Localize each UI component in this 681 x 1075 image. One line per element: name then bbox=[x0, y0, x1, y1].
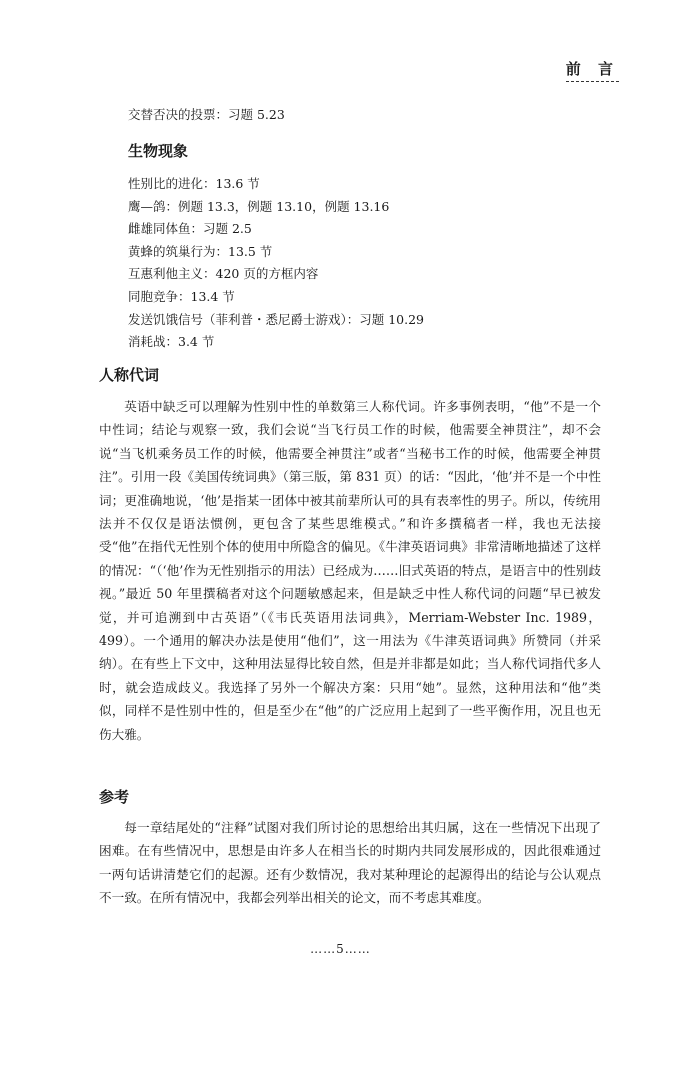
running-header: 前 言 bbox=[566, 58, 619, 82]
list-item: 互惠利他主义：420 页的方框内容 bbox=[128, 266, 319, 282]
page-number: ……5…… bbox=[310, 942, 371, 956]
pronoun-section-title: 人称代词 bbox=[99, 366, 160, 384]
list-item: 黄蜂的筑巢行为：13.5 节 bbox=[128, 243, 273, 259]
bio-section-title: 生物现象 bbox=[128, 142, 189, 160]
list-item: 雌雄同体鱼：习题 2.5 bbox=[128, 221, 252, 237]
pronoun-paragraph: 英语中缺乏可以理解为性别中性的单数第三人称代词。许多事例表明，“他”不是一个中性词；结论与观察一致，我们会说“当飞行员工作的时候，他需要全神贯注”，却不会说“当飞机乘务员工作的时候，他需要全神贯注”或者“当秘书工作的时候，他需要全神贯注”。引用一段《美国传统词典》（第三版，第 831 页）的话：“因此，‘他’并不是一个中性词；更准确地说，‘他’是指某一团体中被其前辈所认可的具有表率性的男子。所以，传统用法并不仅仅是语法惯例，更包含了某些思维模式。”和许多撰稿者一样，我也无法接受“他”在指代无性别个体的使用中所隐含的偏见。《牛津英语词典》非常清晰地描述了这样的情况：“（‘他’作为无性别指示的用法）已经成为……旧式英语的特点，是语言中的性别歧视。”最近 50 年里撰稿者对这个问题敏感起来，但是缺乏中性人称代词的问题“早已被发觉，并可追溯到中古英语”（《韦氏英语用法词典》，Merriam-Webster Inc. 1989，499）。一个通用的解决办法是使用“他们”，这一用法为《牛津英语词典》所赞同（并采纳）。在有些上下文中，这种用法显得比较自然，但是并非都是如此；当人称代词指代多人时，就会造成歧义。我选择了另外一个解决方案：只用“她”。显然，这种用法和“他”类似，同样不是性别中性的，但是至少在“他”的广泛应用上起到了一些平衡作用，况且也无伤大雅。 bbox=[99, 399, 601, 742]
list-item: 消耗战：3.4 节 bbox=[128, 334, 215, 350]
bio-section-list bbox=[128, 173, 424, 354]
reference-paragraph: 每一章结尾处的“注释”试图对我们所讨论的思想给出其归属，这在一些情况下出现了困难。在有些情况中，思想是由许多人在相当长的时期内共同发展形成的，因此很难通过一两句话讲清楚它们的起源。还有少数情况，我对某种理论的起源得出的结论与公认观点不一致。在所有情况中，我都会列举出相关的论文，而不考虑其难度。 bbox=[99, 820, 601, 906]
top-list-item: 交替否决的投票：习题 5.23 bbox=[128, 107, 285, 122]
list-item: 发送饥饿信号（菲利普・悉尼爵士游戏）：习题 10.29 bbox=[128, 311, 425, 327]
reference-section-title: 参考 bbox=[99, 788, 130, 806]
list-item: 性别比的进化：13.6 节 bbox=[128, 176, 260, 191]
list-item: 鹰—鸽：例题 13.3，例题 13.10，例题 13.16 bbox=[128, 198, 390, 214]
list-item: 同胞竞争：13.4 节 bbox=[128, 288, 235, 304]
